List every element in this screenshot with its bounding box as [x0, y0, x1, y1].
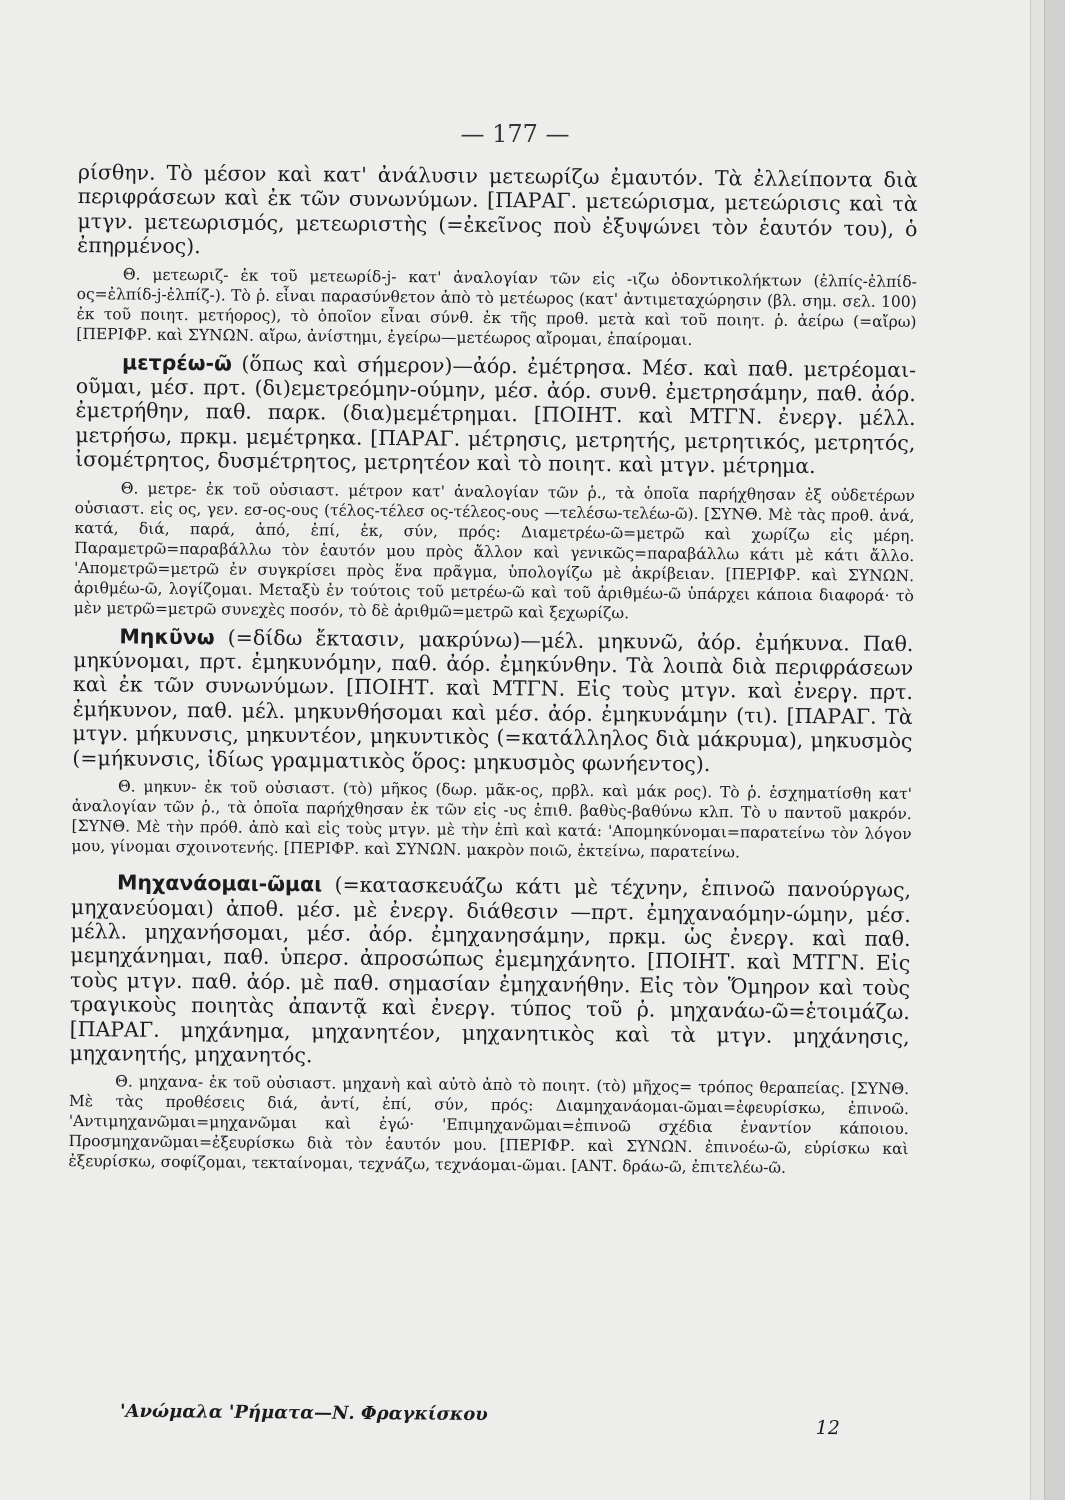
entry-text: Θ. μετρε- ἐκ τοῦ οὐσιαστ. μέτρον κατ' ἀναλογίαν τῶν ῥ., τὰ ὁποῖα παρήχθησαν ἐξ οὐδετέρων οὐσιαστ. εἰς ος, γεν. εσ-ος-ους (τέλος-τέλεσ ος-τέλεος-ους —τελέσω-τελέω-ῶ). [ΣΥΝΘ. Μὲ τὰς προθ. ἀνά, κατά, διά, παρά, ἀπό, ἐπί, ἐκ, σύν, πρός: Διαμετρέω-ῶ=μετρῶ καὶ χωρίζω εἰς μέρη. Παραμετρῶ=παραβάλλω τὸν ἑαυτόν μου πρὸς ἄλλον καὶ γενικῶς=παραβάλλω κάτι μὲ κάτι ἄλλο. 'Απομετρῶ=μετρῶ ἐν συγκρίσει πρὸς ἕνα πρᾶγμα, ὑπολογίζω μὲ ἀκρίβειαν. [ΠΕΡΙΦΡ. καὶ ΣΥΝΩΝ. ἀριθμέω-ῶ, λογίζομαι. Μεταξὺ ἐν τούτοις τοῦ μετρέω-ῶ καὶ τοῦ ἀριθμέω-ῶ ὑπάρχει κάποια διαφορά· τὸ μὲν μετρῶ=μετρῶ συνεχὲς ποσόν, τὸ δὲ ἀριθμῶ=μετρῶ καὶ ξεχωρίζω. — [73, 479, 915, 622]
dictionary-entry — [75, 350, 916, 480]
entry-text: Θ. μετεωριζ- ἐκ τοῦ μετεωρίδ-j- κατ' ἀναλογίαν τῶν εἰς -ιζω ὀδοντικολήκτων (ἐλπίς-ἐλπίδ-ος=ἐλπίδ-j-ἐλπίζ-). Τὸ ῥ. εἶναι παρασύνθετον ἀπὸ τὸ μετέωρος (κατ' ἀντιμεταχώρησιν (βλ. σημ. σελ. 100) ἐκ τοῦ ποιητ. μετήορος), τὸ ὁποῖον εἶναι σύνθ. ἐκ τῆς προθ. μετὰ καὶ τοῦ ποιητ. ῥ. ἀείρω (=αἴρω) [ΠΕΡΙΦΡ. καὶ ΣΥΝΩΝ. αἴρω, ἀνίστημι, ἐγείρω—μετέωρος αἴρομαι, ἐπαίρομαι. — [76, 265, 917, 349]
entry-text: (=κατασκευάζω κάτι μὲ τέχνην, ἐπινοῶ πανούργως, μηχανεύομαι) ἀποθ. μέσ. μὲ ἐνεργ. διάθεσιν —πρτ. ἐμηχαναόμην-ώμην, μέσ. μέλλ. μηχανήσομαι, μέσ. ἀόρ. ἐμηχανησάμην, πρκμ. ὡς ἐνεργ. καὶ παθ. μεμηχάνημαι, παθ. ὑπερσ. ἀπροσώπως ἐμεμηχάνητο. [ΠΟΙΗΤ. καὶ ΜΤΓΝ. Εἰς τοὺς μτγν. παθ. ἀόρ. μὲ παθ. σημασίαν ἐμηχανήθην. Εἰς τὸν Ὅμηρον καὶ τοὺς τραγικοὺς ποιητὰς ἀπαντᾷ καὶ ἐνεργ. τύπος τοῦ ῥ. μηχανάω-ῶ=ἑτοιμάζω. [ΠΑΡΑΓ. μηχάνημα, μηχανητέον, μηχανητικὸς καὶ τὰ μτγν. μηχάνησις, μηχανητής, μηχανητός. — [69, 872, 912, 1068]
entry-text: Θ. μηχανα- ἐκ τοῦ οὐσιαστ. μηχανὴ καὶ αὐτὸ ἀπὸ τὸ ποιητ. (τὸ) μῆχος= τρόπος θεραπείας. [ΣΥΝΘ. Μὲ τὰς προθέσεις διά, ἀντί, ἐπί, σύν, πρός: Διαμηχανάομαι-ῶμαι=ἐφευρίσκω, ἐπινοῶ. 'Αντιμηχανῶμαι=μηχανῶμαι καὶ ἐγώ· 'Επιμηχανῶμαι=ἐπινοῶ σχέδια ἐναντίον κάποιου. Προσμηχανῶμαι=ἐξευρίσκω διὰ τὸν ἑαυτόν μου. [ΠΕΡΙΦΡ. καὶ ΣΥΝΩΝ. ἐπινοέω-ῶ, εὑρίσκω καὶ ἐξευρίσκω, σοφίζομαι, τεκταίνομαι, τεχνάζω, τεχνάομαι-ῶμαι. [ΑΝΤ. δράω-ῶ, ἐπιτελέω-ῶ. — [68, 1072, 910, 1178]
entry-headword: μετρέω-ῶ — [121, 350, 232, 376]
etymology-note — [68, 1071, 909, 1179]
page-number: — 177 — — [460, 120, 570, 148]
page-edge — [1030, 0, 1045, 1500]
etymology-note — [76, 264, 917, 352]
etymology-note — [71, 776, 912, 864]
etymology-note — [74, 478, 915, 626]
entry-headword: Μηκῦνω — [119, 624, 215, 649]
dictionary-entry — [77, 160, 918, 266]
footer-title: 'Ανώμαλα 'Ρήματα—Ν. Φραγκίσκου — [119, 1400, 488, 1426]
page-text — [68, 160, 918, 1183]
entry-text: (=δίδω ἔκτασιν, μακρύνω)—μέλ. μηκυνῶ, ἀόρ. ἐμήκυνα. Παθ. μηκύνομαι, πρτ. ἐμηκυνόμην, παθ. ἀόρ. ἐμηκύνθην. Τὰ λοιπὰ διὰ περιφράσεων καὶ ἐκ τῶν συνωνύμων. [ΠΟΙΗΤ. καὶ ΜΤΓΝ. Εἰς τοὺς μτγν. καὶ ἐνεργ. πρτ. ἐμήκυνον, παθ. μέλ. μηκυνθήσομαι καὶ μέσ. ἀόρ. ἐμηκυνάμην (τι). [ΠΑΡΑΓ. Τὰ μτγν. μήκυνσις, μηκυντέον, μηκυντικὸς (=κατάλληλος διὰ μάκρυμα), μηκυσμὸς (=μήκυνσις, ἰδίως γραμματικὸς ὅρος: μηκυσμὸς φωνήεντος). — [72, 624, 914, 776]
entry-text: Θ. μηκυν- ἐκ τοῦ οὐσιαστ. (τὸ) μῆκος (δωρ. μᾶκ-ος, πρβλ. καὶ μάκ ρος). Τὸ ῥ. ἐσχηματίσθη κατ' ἀναλογίαν τῶν ῥ., τὰ ὁποῖα παρήχθησαν ἐκ τῶν εἰς -υς ἐπιθ. βαθὺς-βαθύνω κλπ. Τὸ υ παντοῦ μακρόν. [ΣΥΝΘ. Μὲ τὴν πρόθ. ἀπὸ καὶ εἰς τοὺς μτγν. μὲ τὴν ἐπὶ καὶ κατά: 'Απομηκύνομαι=παρατείνω τὸν λόγον μου, γίνομαι σχοινοτενής. [ΠΕΡΙΦΡ. καὶ ΣΥΝΩΝ. μακρὸν ποιῶ, ἐκτείνω, παρατείνω. — [71, 777, 913, 862]
page-footer — [119, 1400, 840, 1440]
entry-text: (ὅπως καὶ σήμερον)—ἀόρ. ἐμέτρησα. Μέσ. καὶ παθ. μετρέομαι-οῦμαι, μέσ. πρτ. (δι)εμετρεόμην-ούμην, μέσ. ἀόρ. συνθ. ἐμετρησάμην, παθ. ἀόρ. ἐμετρήθην, παθ. παρκ. (δια)μεμέτρημαι. [ΠΟΙΗΤ. καὶ ΜΤΓΝ. ἐνεργ. μέλλ. μετρήσω, πρκμ. μεμέτρηκα. [ΠΑΡΑΓ. μέτρησις, μετρητής, μετρητικός, μετρητός, ἰσομέτρητος, δυσμέτρητος, μετρητέον καὶ τὸ ποιητ. καὶ μτγν. μέτρημα. — [75, 351, 917, 479]
page-edge-outer — [1044, 0, 1065, 1500]
dictionary-entry — [72, 624, 913, 778]
dictionary-entry — [69, 870, 911, 1073]
entry-text: ρίσθην. Τὸ μέσον καὶ κατ' ἀνάλυσιν μετεωρίζω ἐμαυτόν. Τὰ ἐλλείποντα διὰ περιφράσεων καὶ ἐκ τῶν συνωνύμων. [ΠΑΡΑΓ. μετεώρισμα, μετεώρισις καὶ τὰ μτγν. μετεωρισμός, μετεωριστὴς (=ἐκεῖνος ποὺ ἐξυψώνει τὸν ἑαυτόν του), ὁ ἐπηρμένος). — [77, 160, 918, 259]
entry-headword: Μηχανάομαι-ῶμαι — [116, 870, 323, 897]
signature-number: 12 — [815, 1416, 840, 1440]
